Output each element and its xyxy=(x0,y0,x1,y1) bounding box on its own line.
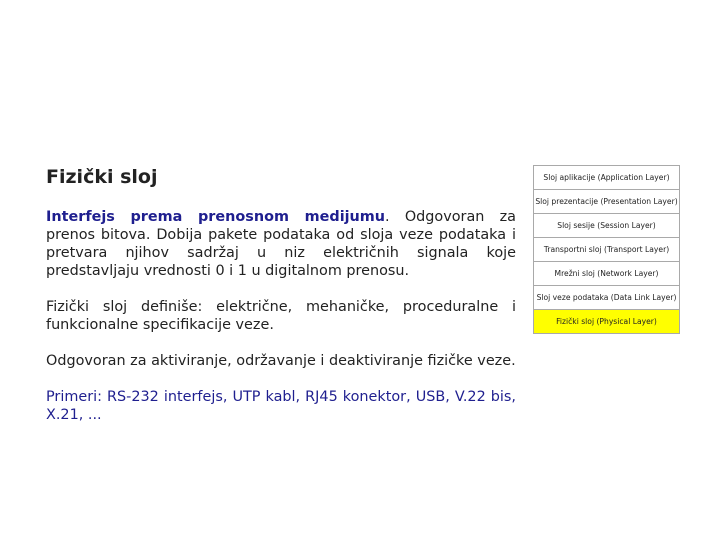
osi-layer-stack xyxy=(533,165,680,334)
osi-layer-network: Mrežni sloj (Network Layer) xyxy=(534,262,679,286)
osi-layer-physical: Fizički sloj (Physical Layer) xyxy=(534,310,679,333)
paragraph-examples: Primeri: RS-232 interfejs, UTP kabl, RJ45 konektor, USB, V.22 bis, X.21, ... xyxy=(46,389,516,423)
paragraph-responsibility: Odgovoran za aktiviranje, održavanje i deaktiviranje fizičke veze. xyxy=(46,353,516,369)
slide-title: Fizički sloj xyxy=(46,166,158,188)
osi-layer-transport: Transportni sloj (Transport Layer) xyxy=(534,238,679,262)
osi-layer-presentation: Sloj prezentacije (Presentation Layer) xyxy=(534,190,679,214)
interface-term: Interfejs prema prenosnom medijumu xyxy=(46,209,386,225)
osi-layer-data-link: Sloj veze podataka (Data Link Layer) xyxy=(534,286,679,310)
paragraph-specifications: Fizički sloj definiše: električne, mehaničke, proceduralne i funkcionalne specifikacije veze. xyxy=(46,299,516,333)
osi-layer-session: Sloj sesije (Session Layer) xyxy=(534,214,679,238)
slide-body xyxy=(46,208,516,442)
interface-description: . Odgovoran za prenos bitova. Dobija pakete podataka od sloja veze podataka i pretvara njihov sadržaj u niz električnih signala koje predstavljaju vrednosti 0 i 1 u digitalnom prenosu. xyxy=(46,209,516,279)
paragraph-interface xyxy=(46,208,516,280)
osi-layer-application: Sloj aplikacije (Application Layer) xyxy=(534,166,679,190)
